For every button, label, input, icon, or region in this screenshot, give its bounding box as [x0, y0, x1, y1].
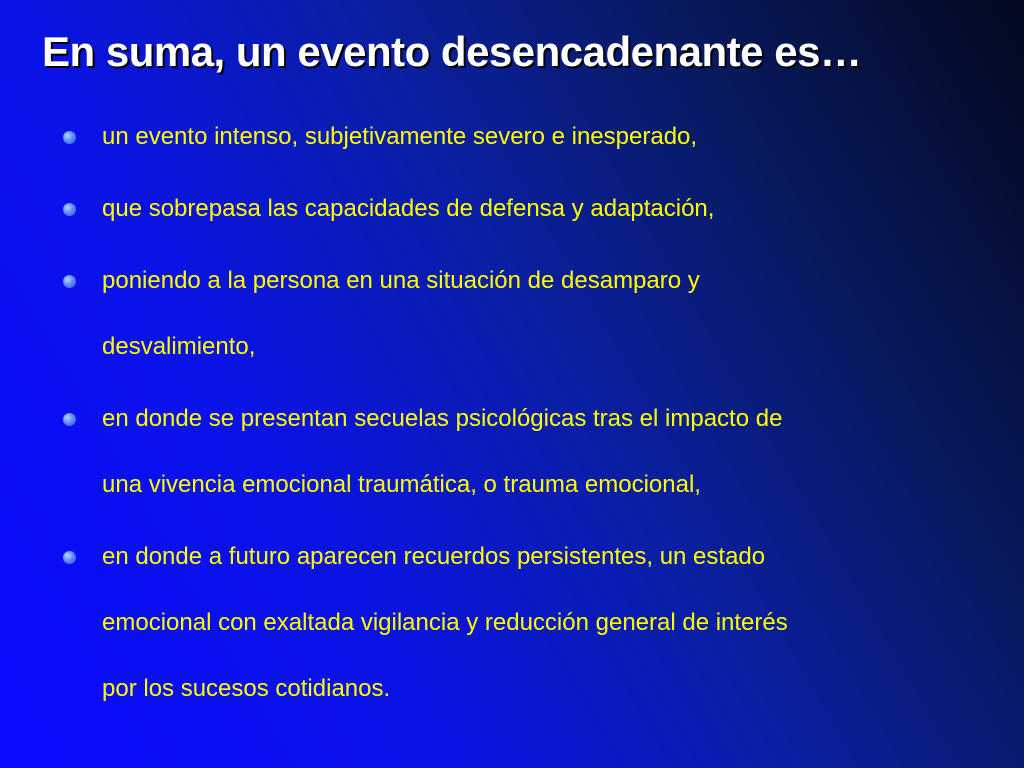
- bullet-dot-icon: [63, 413, 76, 426]
- bullet-text-line: emocional con exaltada vigilancia y reducción general de interés: [102, 609, 788, 636]
- bullet-list: [60, 104, 960, 728]
- bullet-item: [60, 248, 960, 380]
- bullet-text-line: que sobrepasa las capacidades de defensa y adaptación,: [102, 195, 715, 222]
- bullet-text-line: poniendo a la persona en una situación de desamparo y: [102, 267, 700, 294]
- bullet-text-line: en donde a futuro aparecen recuerdos persistentes, un estado: [102, 543, 766, 570]
- slide-title: En suma, un evento desencadenante es…: [42, 28, 862, 75]
- bullet-text-line: desvalimiento,: [102, 333, 256, 360]
- bullet-item: [60, 104, 960, 170]
- bullet-dot-icon: [63, 275, 76, 288]
- bullet-text-line: por los sucesos cotidianos.: [102, 675, 391, 702]
- bullet-item: [60, 176, 960, 242]
- bullet-text-line: en donde se presentan secuelas psicológicas tras el impacto de: [102, 405, 783, 432]
- bullet-item: [60, 524, 960, 722]
- bullet-dot-icon: [63, 203, 76, 216]
- bullet-text-line: una vivencia emocional traumática, o trauma emocional,: [102, 471, 701, 498]
- bullet-text-line: un evento intenso, subjetivamente severo e inesperado,: [102, 123, 698, 150]
- bullet-dot-icon: [63, 131, 76, 144]
- bullet-dot-icon: [63, 551, 76, 564]
- bullet-item: [60, 386, 960, 518]
